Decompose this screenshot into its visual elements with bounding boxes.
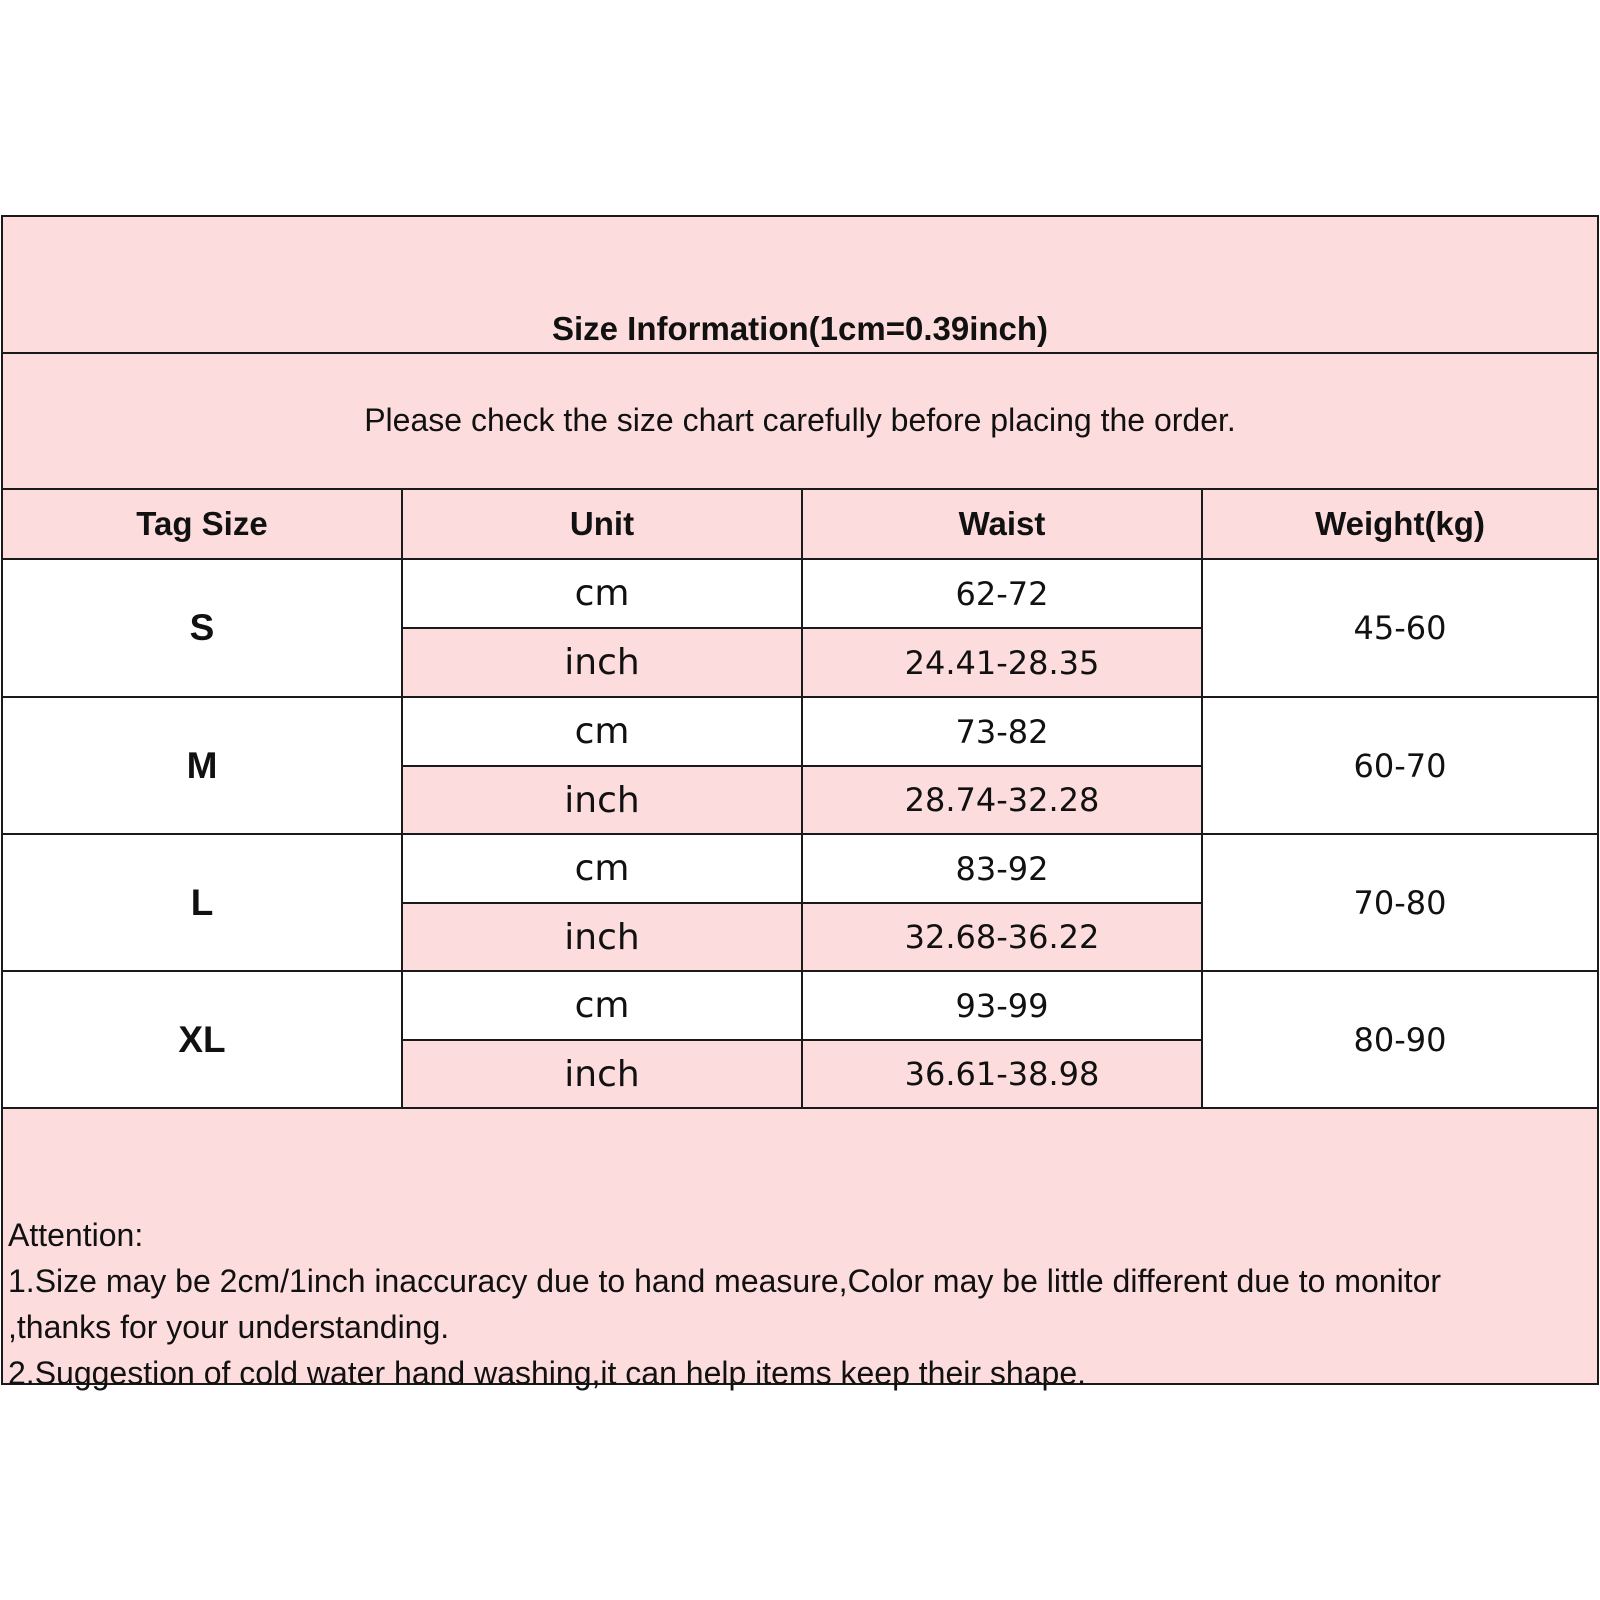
- header-waist: Waist: [801, 490, 1201, 560]
- size-l-waist-cm: 83-92: [801, 835, 1201, 904]
- size-s-weight: 45-60: [1201, 560, 1597, 698]
- attention-block: [3, 1109, 1597, 1391]
- attention-heading: Attention:: [8, 1217, 144, 1253]
- size-xl-label: XL: [3, 972, 401, 1109]
- size-m-unit-inch: inch: [401, 767, 801, 835]
- size-s-unit-cm: cm: [401, 560, 801, 629]
- size-l-unit-cm: cm: [401, 835, 801, 904]
- size-l-unit-inch: inch: [401, 904, 801, 972]
- header-weight: Weight(kg): [1201, 490, 1597, 560]
- size-l-label: L: [3, 835, 401, 972]
- size-s-unit-inch: inch: [401, 629, 801, 698]
- header-tag-size: Tag Size: [3, 490, 401, 560]
- header-unit: Unit: [401, 490, 801, 560]
- size-l-weight: 70-80: [1201, 835, 1597, 972]
- size-m-waist-cm: 73-82: [801, 698, 1201, 767]
- size-s-waist-inch: 24.41-28.35: [801, 629, 1201, 698]
- attention-line-1-continued: ,thanks for your understanding.: [8, 1309, 450, 1345]
- size-s-waist-cm: 62-72: [801, 560, 1201, 629]
- size-m-unit-cm: cm: [401, 698, 801, 767]
- size-chart-note: Please check the size chart carefully before placing the order.: [364, 402, 1236, 438]
- size-xl-weight: 80-90: [1201, 972, 1597, 1109]
- note-row: [3, 354, 1597, 490]
- size-xl-unit-inch: inch: [401, 1041, 801, 1109]
- attention-line-2: 2.Suggestion of cold water hand washing,it can help items keep their shape.: [8, 1355, 1086, 1391]
- size-m-waist-inch: 28.74-32.28: [801, 767, 1201, 835]
- title-row: [3, 217, 1597, 354]
- size-chart: [1, 215, 1599, 1391]
- size-chart-title: Size Information(1cm=0.39inch): [551, 310, 1049, 347]
- size-xl-waist-inch: 36.61-38.98: [801, 1041, 1201, 1109]
- attention-line-1: 1.Size may be 2cm/1inch inaccuracy due to hand measure,Color may be little different due to monitor: [8, 1263, 1442, 1299]
- attention-text: [8, 1212, 1441, 1396]
- size-m-weight: 60-70: [1201, 698, 1597, 835]
- size-xl-unit-cm: cm: [401, 972, 801, 1041]
- size-s-label: S: [3, 560, 401, 698]
- size-m-label: M: [3, 698, 401, 835]
- size-xl-waist-cm: 93-99: [801, 972, 1201, 1041]
- size-l-waist-inch: 32.68-36.22: [801, 904, 1201, 972]
